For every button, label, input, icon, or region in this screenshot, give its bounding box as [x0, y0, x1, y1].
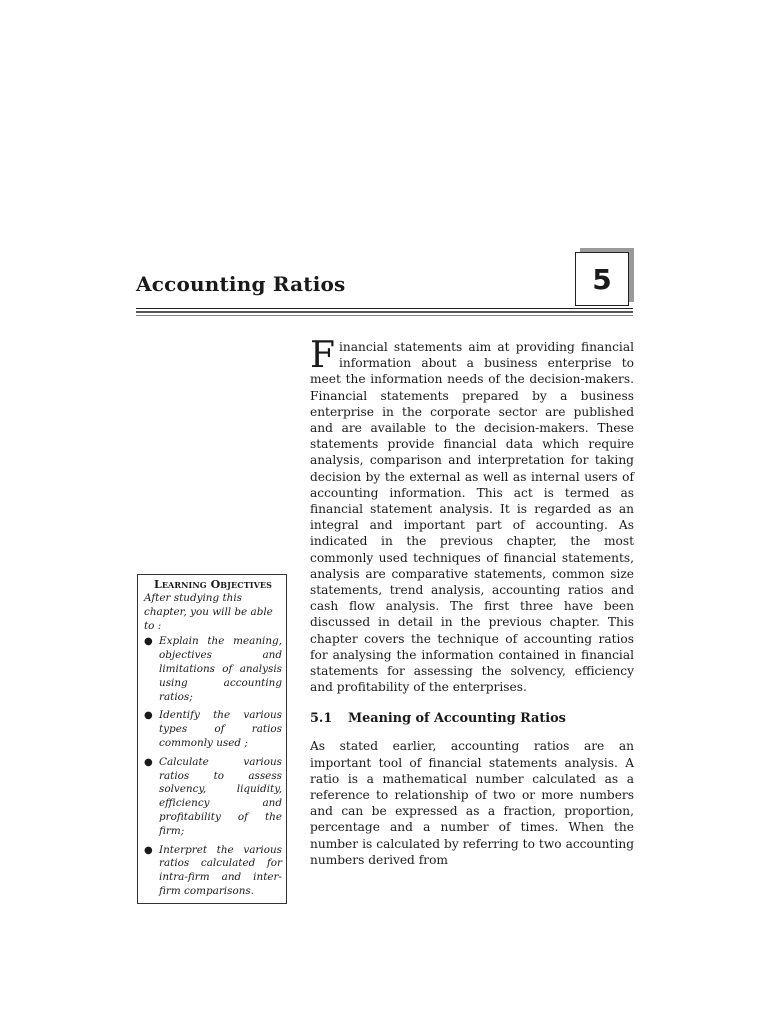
- header-rule-middle: [136, 311, 633, 313]
- bullet-icon: ●: [144, 710, 153, 722]
- objectives-heading: Learning Objectives: [154, 578, 272, 591]
- objective-text: Interpret the various ratios calculated for intra-firm and inter-firm comparisons.: [159, 843, 282, 897]
- main-text-column: [310, 335, 634, 868]
- chapter-title: Accounting Ratios: [136, 272, 346, 296]
- objective-item: [144, 844, 282, 899]
- objective-text: Explain the meaning, objectives and limitations of analysis using accounting ratios;: [159, 635, 282, 703]
- objectives-intro: After studying this chapter, you will be able to :: [144, 592, 273, 632]
- objective-text: Calculate various ratios to assess solvency, liquidity, efficiency and profitability of the firm;: [159, 755, 282, 837]
- section-title: Meaning of Accounting Ratios: [348, 711, 566, 727]
- objective-item: [144, 709, 282, 750]
- objective-item: [144, 756, 282, 839]
- objective-text: Identify the various types of ratios commonly used ;: [159, 709, 282, 749]
- header-rule-bottom: [136, 315, 633, 316]
- chapter-number-box: [575, 252, 629, 306]
- intro-text: inancial statements aim at providing financial information about a business enterprise to meet the information needs of the decision-makers. Financial statements prepared by a business enterprise in the corporate sector are published and are available to the decision-makers. These statements provide financial data which require analysis, comparison and interpretation for taking decision by the external as well as internal users of accounting information. This act is termed as financial statement analysis. It is regarded as an integral and important part of accounting. As indicated in the previous chapter, the most commonly used techniques of financial statements, analysis are comparative statements, common size statements, trend analysis, accounting ratios and cash flow analysis. The first three have been discussed in detail in the previous chapter. This chapter covers the technique of accounting ratios for analysing the information contained in financial statements for assessing the solvency, efficiency and profitability of the enterprises.: [310, 340, 634, 695]
- learning-objectives-box: [137, 574, 287, 904]
- header-rule-top: [136, 308, 633, 309]
- intro-paragraph: [310, 335, 634, 695]
- drop-cap: F: [310, 335, 335, 376]
- bullet-icon: ●: [144, 636, 153, 648]
- bullet-icon: ●: [144, 756, 153, 768]
- section-number: 5.1: [310, 711, 333, 727]
- section-paragraph: As stated earlier, accounting ratios are an important tool of financial statements analysis. A ratio is a mathematical number calculated as a reference to relationship of two or more numbers and can be expressed as a fraction, proportion, percentage and a number of times. When the number is calculated by referring to two accounting numbers derived from: [310, 739, 634, 867]
- objectives-list: [144, 635, 282, 898]
- section-heading: [310, 711, 634, 727]
- chapter-number: 5: [592, 262, 612, 296]
- bullet-icon: ●: [144, 844, 153, 856]
- objective-item: [144, 635, 282, 704]
